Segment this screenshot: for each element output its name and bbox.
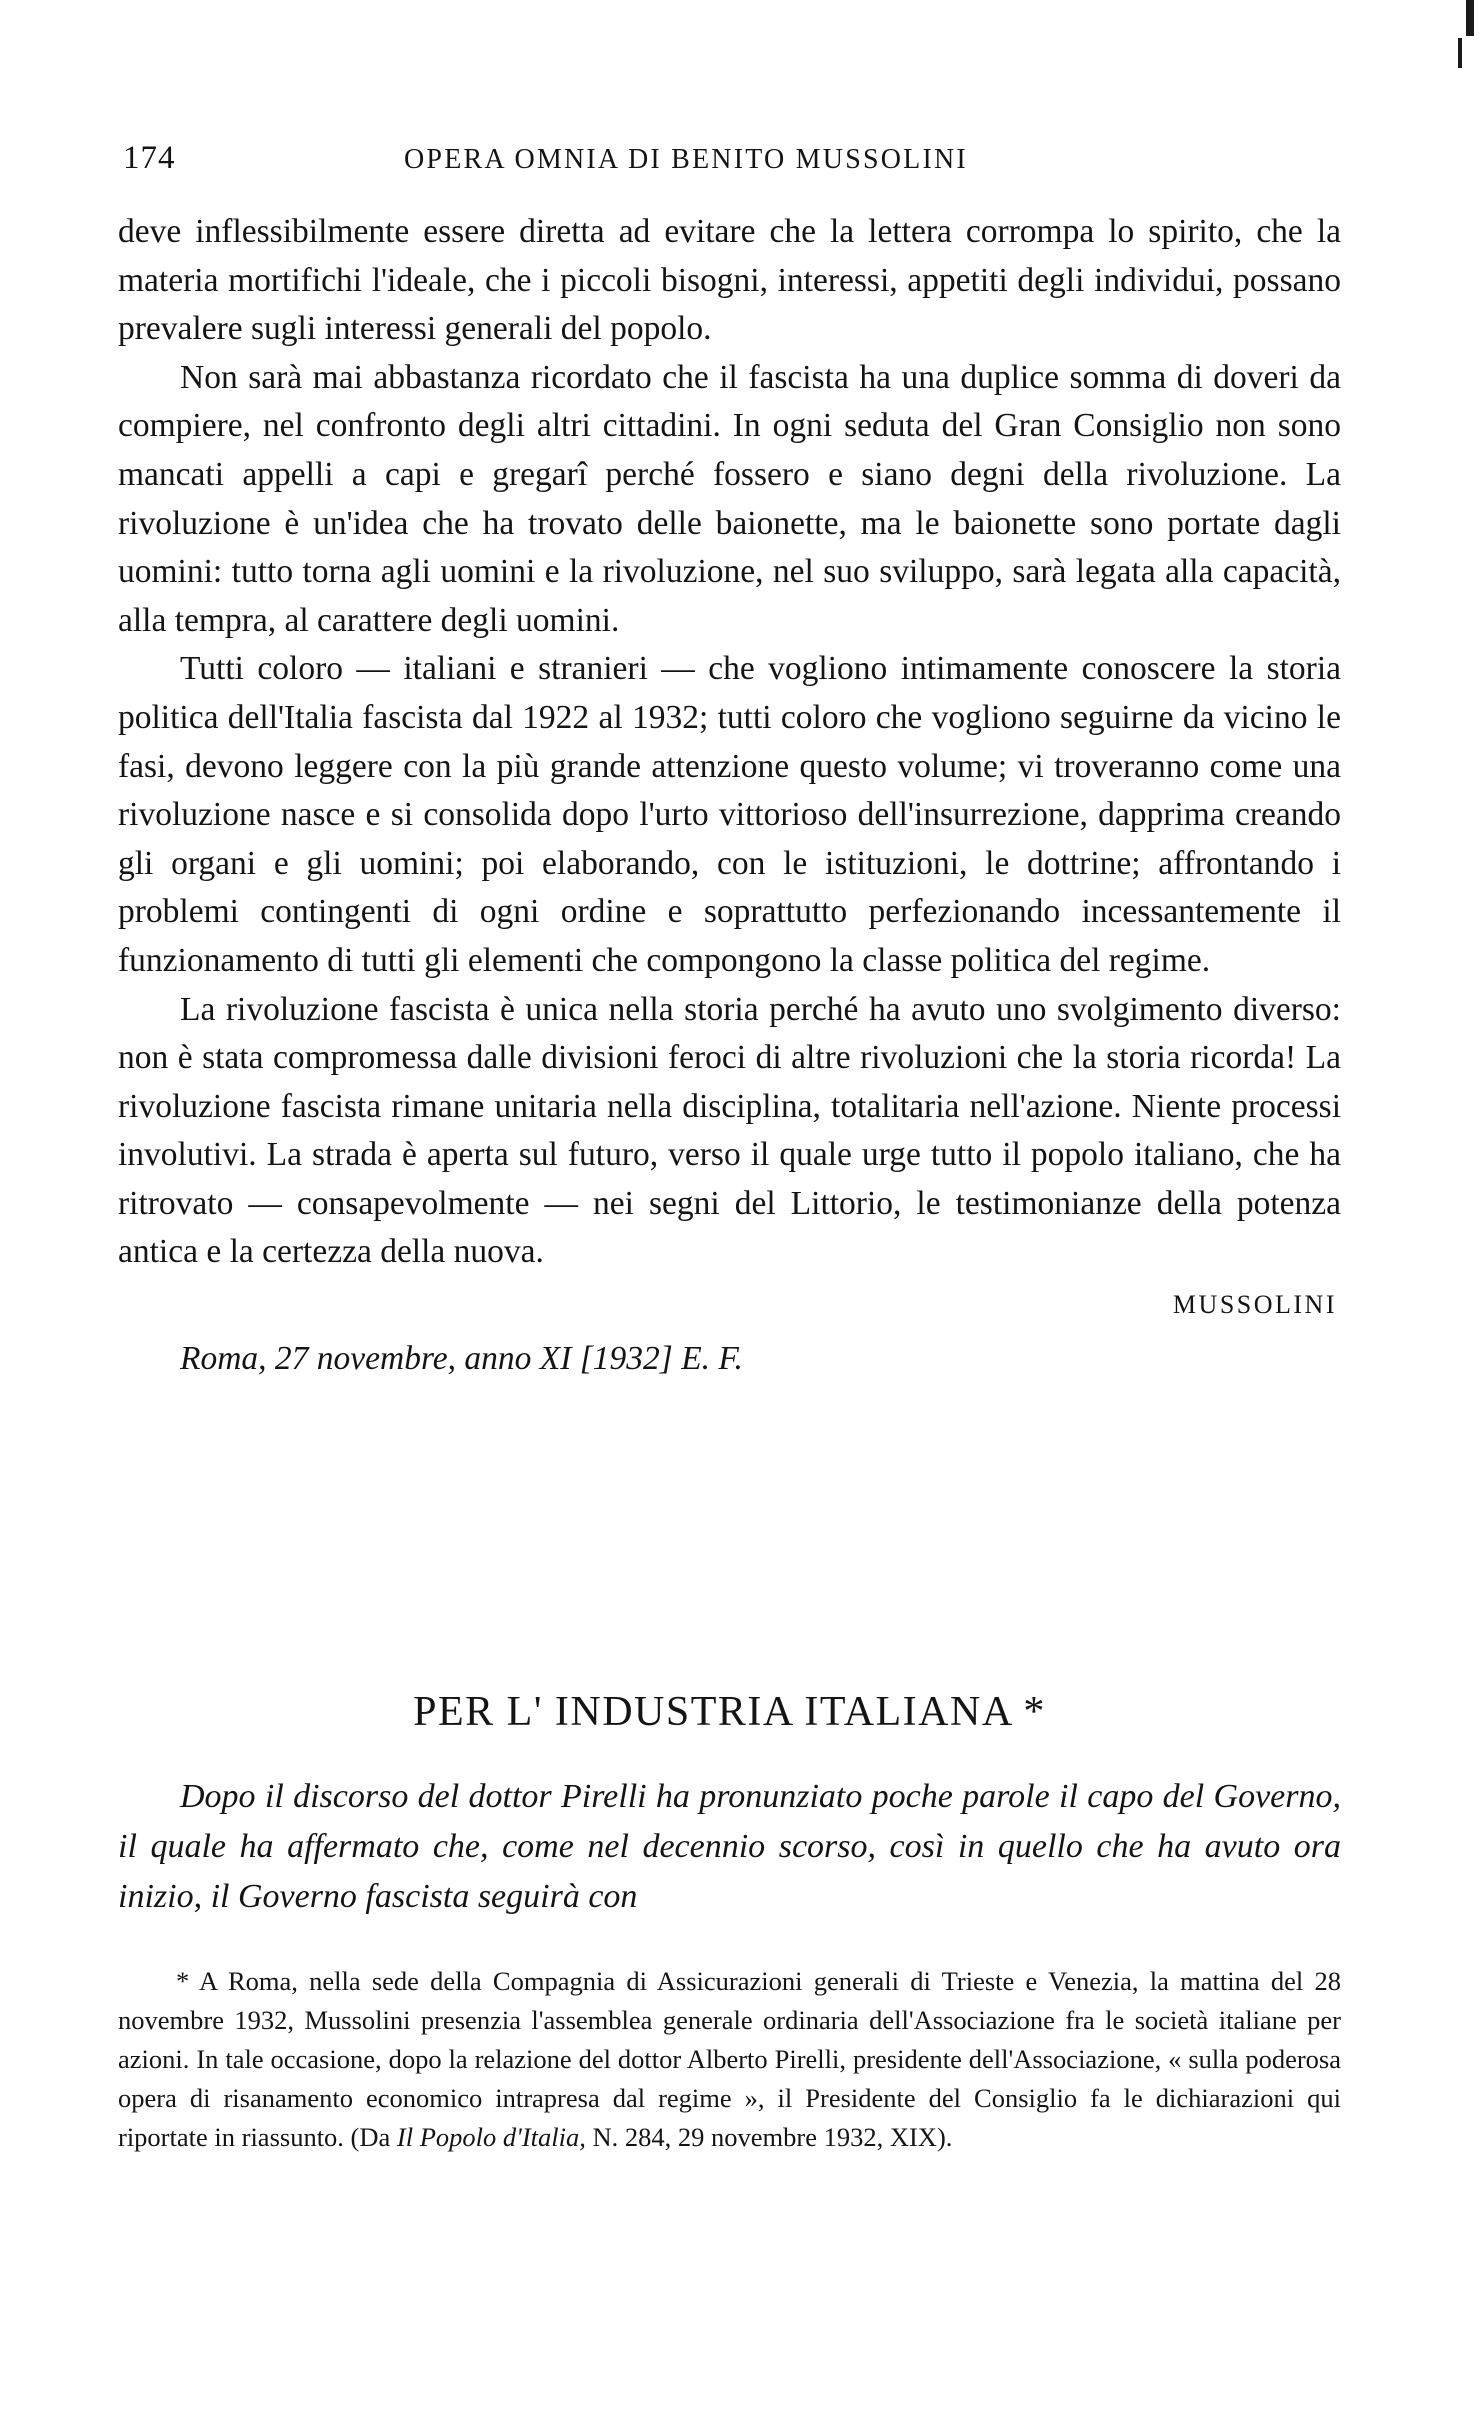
running-head	[118, 140, 1341, 180]
footnote-source-title: Il Popolo d'Italia,	[396, 2122, 586, 2152]
signature: MUSSOLINI	[1172, 1290, 1337, 1320]
paragraph-2: Non sarà mai abbastanza ricordato che il fascista ha una duplice somma di doveri da compiere, nel confronto degli altri cittadini. In ogni seduta del Gran Consiglio non sono mancati appelli a capi e gregarî perché fossero e siano degni della rivoluzione. La rivoluzione è un'idea che ha trovato delle baionette, ma le baionette sono portate dagli uomini: tutto torna agli uomini e la rivoluzione, nel suo sviluppo, sarà legata alla capacità, alla tempra, al carattere degli uomini.	[118, 358, 1341, 639]
section-intro: Dopo il discorso del dottor Pirelli ha pronunziato poche parole il capo del Governo, il quale ha affermato che, come nel decennio scorso, così in quello che ha avuto ora inizio, il Governo fascista seguirà con	[118, 1778, 1341, 1915]
running-head-title: OPERA OMNIA DI BENITO MUSSOLINI	[404, 144, 968, 175]
footnote	[118, 1962, 1341, 2157]
section-title: PER L' INDUSTRIA ITALIANA *	[413, 1689, 1046, 1735]
paragraph-3: Tutti coloro — italiani e stranieri — che vogliono intimamente conoscere la storia politica dell'Italia fascista dal 1922 al 1932; tutti coloro che vogliono seguirne da vicino le fasi, devono leggere con la più grande attenzione questo volume; vi troveranno come una rivoluzione nasce e si consolida dopo l'urto vittorioso dell'insurrezione, dapprima creando gli organi e gli uomini; poi elaborando, con le istituzioni, le dottrine; affrontando i problemi contingenti di ogni ordine e soprattutto perfezionando incessantemente il funzionamento di tutti gli elementi che compongono la classe politica del regime.	[118, 650, 1341, 979]
scan-speck-mark	[1458, 38, 1462, 68]
dateline: Roma, 27 novembre, anno XI [1932] E. F.	[180, 1340, 743, 1378]
paragraph-1: deve inflessibilmente essere diretta ad evitare che la lettera corrompa lo spirito, che la materia mortifichi l'ideale, che i piccoli bisogni, interessi, appetiti degli individui, possano prevalere sugli interessi generali del popolo.	[118, 213, 1341, 348]
footnote-text: * A Roma, nella sede della Compagnia di Assicurazioni generali di Trieste e Venezia, la mattina del 28 novembre 1932, Mussolini presenzia l'assemblea generale ordinaria dell'Associazione fra le società italiane per azioni. In tale occasione, dopo la relazione del dottor Alberto Pirelli, presidente dell'Associazione, « sulla poderosa opera di risanamento economico intrapresa dal regime », il Presidente del Consiglio fa le dichiarazioni qui riportate in riassunto. (Da	[118, 1966, 1341, 2152]
paragraph-4: La rivoluzione fascista è unica nella storia perché ha avuto uno svolgimento diverso: non è stata compromessa dalle divisioni feroci di altre rivoluzioni che la storia ricorda! La rivoluzione fascista rimane unitaria nella disciplina, totalitaria nell'azione. Niente processi involutivi. La strada è aperta sul futuro, verso il quale urge tutto il popolo italiano, che ha ritrovato — consapevolmente — nei segni del Littorio, le testimonianze della potenza antica e la certezza della nuova.	[118, 990, 1341, 1271]
body-text	[118, 208, 1341, 1383]
footnote-source-details: N. 284, 29 novembre 1932, XIX).	[592, 2122, 953, 2152]
scan-speck-mark	[1466, 0, 1474, 36]
page-number: 174	[123, 140, 176, 176]
